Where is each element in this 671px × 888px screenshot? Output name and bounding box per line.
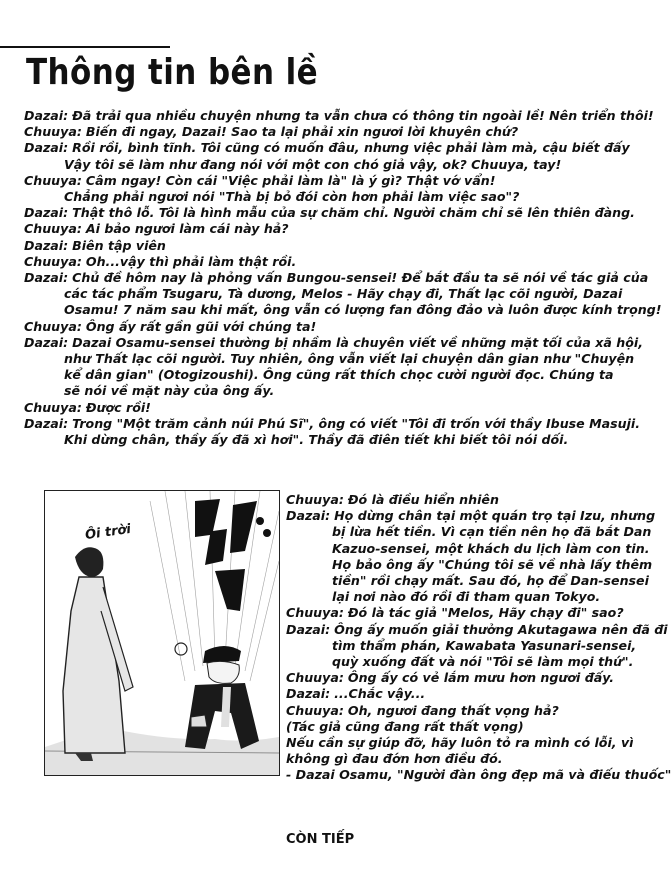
speaker-name: Dazai: — [24, 334, 69, 350]
dialogue-line — [24, 238, 614, 254]
dialogue-line — [24, 108, 654, 124]
closing-line: không gì đau đớn hơn điều đó. — [286, 751, 503, 767]
dialogue-text: Biên tập viên — [72, 237, 166, 253]
speaker-name: Chuuya: — [24, 172, 82, 188]
speaker-name: Dazai: — [24, 415, 69, 431]
speaker-name: Chuuya: — [286, 492, 344, 507]
standing-figure — [63, 547, 133, 761]
speaker-name: Chuuya: — [24, 221, 82, 237]
speaker-name: Chuuya: — [286, 605, 344, 621]
dialogue-continuation: Osamu! 7 năm sau khi mất, ông vẫn có lượng fan đông đảo và luôn được kính trọng! — [64, 302, 662, 318]
dialogue-text: Đó là tác giả "Melos, Hãy chạy đi" sao? — [347, 605, 624, 621]
dialogue-line — [24, 270, 649, 286]
speaker-name: Chuuya: — [24, 399, 82, 415]
dialogue-continuation: Vậy tôi sẽ làm như đang nói với một con chó giả vậy, ok? Chuuya, tay! — [64, 156, 562, 172]
dialogue-continuation: các tác phẩm Tsugaru, Tà dương, Melos - Hãy chạy đi, Thất lạc cõi người, Dazai — [64, 286, 623, 302]
sfx-text: Ôi trời — [84, 521, 132, 544]
dialogue-line — [286, 492, 624, 508]
dialogue-continuation: lại nơi nào đó rồi đi tham quan Tokyo. — [332, 589, 601, 605]
dialogue-continuation: kể dân gian" (Otogizoushi). Ông cũng rất thích chọc cười người đọc. Chúng ta — [64, 367, 614, 383]
dialogue-continuation: như Thất lạc cõi người. Tuy nhiên, ông vẫn viết lại chuyện dân gian như "Chuyện — [64, 351, 635, 367]
dialogue-text: Ông ấy rất gần gũi với chúng ta! — [85, 318, 317, 334]
dialogue-text: Oh...vậy thì phải làm thật rồi. — [85, 253, 297, 269]
closing-line: (Tác giả cũng đang rất thất vọng) — [286, 718, 524, 734]
dialogue-line — [286, 670, 624, 686]
dialogue-line — [24, 254, 614, 270]
panel-illustration — [45, 491, 279, 775]
dialogue-continuation: sẽ nói về mặt này của ông ấy. — [64, 383, 275, 399]
dialogue-line — [24, 334, 644, 351]
speaker-name: Dazai: — [24, 108, 69, 123]
speaker-name: Chuuya: — [286, 702, 344, 718]
dialogue-text: Ai bảo ngươi làm cái này hả? — [85, 221, 289, 237]
footer-continued: CÒN TIẾP — [286, 832, 355, 847]
dialogue-text: Được rồi! — [85, 399, 151, 415]
dialogue-line — [24, 140, 630, 156]
dialogue-line — [286, 686, 624, 702]
dialogue-line — [24, 205, 635, 221]
dialogue-text: Thật thô lỗ. Tôi là hình mẫu của sự chăm chỉ. Người chăm chỉ sẽ lên thiên đàng. — [72, 205, 635, 221]
dialogue-line — [286, 508, 656, 524]
small-object — [175, 643, 187, 655]
dialogue-line — [24, 415, 640, 432]
dialogue-line — [286, 621, 668, 638]
dialogue-line — [24, 400, 614, 416]
dialogue-text: Ông ấy muốn giải thưởng Akutagawa nên đã đi — [334, 621, 668, 637]
dialogue-text: ...Chắc vậy... — [334, 686, 426, 702]
dialogue-continuation: Khi dừng chân, thầy ấy đã xì hơi". Thầy đã điên tiết khi biết tôi nói dối. — [64, 432, 569, 448]
dialogue-line — [286, 703, 624, 719]
sfx-strokes — [195, 499, 271, 611]
speaker-name: Chuuya: — [24, 253, 82, 269]
dialogue-continuation: tiền" rồi chạy mất. Sau đó, họ để Dan-sensei — [332, 573, 649, 589]
speaker-name: Chuuya: — [24, 318, 82, 334]
speaker-name: Dazai: — [286, 508, 331, 524]
dialogue-line — [24, 173, 614, 189]
dialogue-line — [24, 124, 614, 140]
dialogue-text: Đó là điều hiển nhiên — [347, 492, 499, 507]
speaker-name: Dazai: — [24, 205, 69, 221]
dialogue-line — [24, 319, 614, 335]
speaker-name: Dazai: — [286, 621, 331, 637]
dialogue-continuation: tìm thẩm phán, Kawabata Yasunari-sensei, — [332, 637, 637, 653]
dialogue-text: Ông ấy có vẻ lắm mưu hơn ngươi đấy. — [347, 670, 615, 686]
speaker-name: Chuuya: — [24, 124, 82, 140]
dialogue-block — [24, 108, 662, 448]
dialogue-text: Chủ đề hôm nay là phỏng vấn Bungou-sensei! Để bắt đầu ta sẽ nói về tác giả của — [72, 270, 649, 286]
dialogue-text: Rồi rồi, bình tĩnh. Tôi cũng có muốn đâu, nhưng việc phải làm mà, cậu biết đấy — [72, 140, 630, 156]
page-title: Thông tin bên lề — [26, 52, 319, 93]
dialogue-text: Đã trải qua nhiều chuyện nhưng ta vẫn chưa có thông tin ngoài lề! Nên triển thôi! — [72, 108, 654, 123]
speaker-name: Dazai: — [24, 140, 69, 156]
dialogue-continuation: quỳ xuống đất và nói "Tôi sẽ làm mọi thứ". — [332, 654, 634, 670]
closing-line: - Dazai Osamu, "Người đàn ông đẹp mã và điếu thuốc" — [286, 767, 671, 783]
dialogue-continuation: Chẳng phải ngươi nói "Thà bị bỏ đói còn hơn phải làm việc sao"? — [64, 189, 520, 205]
crouching-figure — [185, 646, 259, 749]
dialogue-line — [24, 221, 614, 237]
speaker-name: Dazai: — [24, 270, 69, 286]
dialogue-text: Họ dừng chân tại một quán trọ tại Izu, nhưng — [334, 508, 656, 524]
closing-line: Nếu cần sự giúp đỡ, hãy luôn tỏ ra mình có lỗi, vì — [286, 735, 634, 751]
dialogue-text: Câm ngay! Còn cái "Việc phải làm là" là ý gì? Thật vớ vẩn! — [85, 172, 496, 188]
speaker-name: Chuuya: — [286, 670, 344, 686]
dialogue-line — [286, 605, 624, 621]
dialogue-continuation: Họ bảo ông ấy "Chúng tôi sẽ về nhà lấy thêm — [332, 556, 653, 572]
dialogue-text: Trong "Một trăm cảnh núi Phú Sĩ", ông có viết "Tôi đi trốn với thầy Ibuse Masuji. — [72, 415, 640, 431]
dialogue-continuation: Kazuo-sensei, một khách du lịch làm con tin. — [332, 540, 650, 556]
dialogue-text: Oh, ngươi đang thất vọng hả? — [347, 702, 559, 718]
manga-panel — [44, 490, 280, 776]
speaker-name: Dazai: — [286, 686, 331, 702]
dialogue-text: Dazai Osamu-sensei thường bị nhầm là chuyên viết về những mặt tối của xã hội, — [72, 334, 644, 350]
top-rule — [0, 46, 170, 48]
dialogue-continuation: bị lừa hết tiền. Vì cạn tiền nên họ đã bắt Dan — [332, 524, 652, 540]
dialogue-text: Biến đi ngay, Dazai! Sao ta lại phải xin ngươi lời khuyên chứ? — [85, 124, 519, 140]
speaker-name: Dazai: — [24, 237, 69, 253]
side-dialogue-block — [286, 492, 671, 784]
